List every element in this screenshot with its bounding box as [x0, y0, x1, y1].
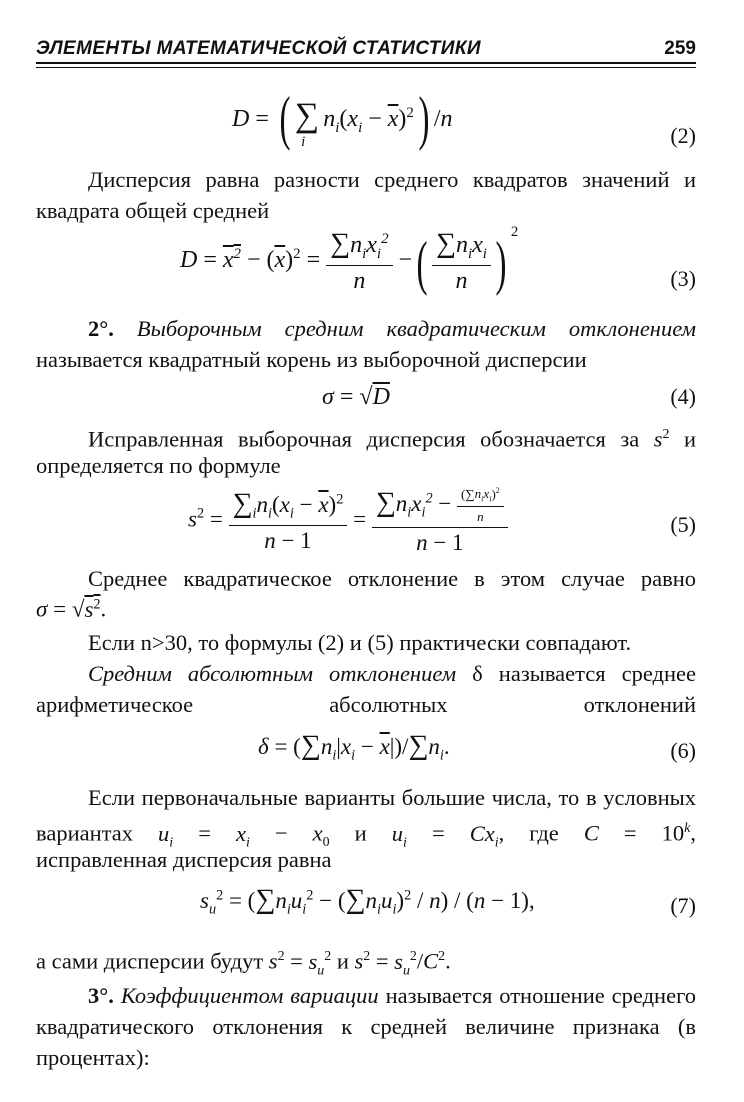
paragraph: Среднее квадратическое отклонение в этом случае равно [88, 566, 696, 591]
formula-5: $s^2$ = $\frac{\sum_in_i(x_i - \overline{x})^2}{n - 1}$ = $\sum n_ix_i^2$ − $\frac{(\sum n_ix_i)^2}{n}$ n − 1 [188, 486, 508, 556]
text: δ называется среднее арифметическое абсолютных отклонений [36, 661, 696, 717]
running-header [36, 36, 696, 64]
paragraph: называется квадратный корень из выборочной дисперсии [36, 347, 587, 372]
paragraph [36, 980, 696, 1073]
formula-3: $D = x^2 - (\overline{x})^2$ = $\frac{\sum n_ix_i^2}{n}$ −( $\frac{\sum n_ix_i}{n}$ ) $^2$ [180, 223, 519, 296]
paragraph [36, 313, 696, 344]
paragraph: определяется по формуле [36, 453, 281, 478]
paragraph: Исправленная выборочная дисперсия обозначается за $s^2$ и [88, 426, 696, 452]
paragraph: исправленная дисперсия равна [36, 847, 332, 872]
equation-number: (7) [670, 893, 696, 918]
text: Исправленная выборочная дисперсия обозначается за [88, 426, 640, 452]
formula-7: $s_u^2 = (\sum n_iu_i^2 - (\sum n_iu_i)^2 / n) / (n - 1)$, [200, 884, 535, 918]
paragraph: Дисперсия равна разности среднего квадратов значений и квадрата общей средней [36, 167, 696, 223]
paragraph: а сами дисперсии будут $s^2 = s_u^2$ и $s^2 = s_u^2/C^2$. [36, 948, 451, 978]
term: Выборочным средним квадратическим отклонением [136, 316, 696, 341]
formula-2: D = ( $\sum_in_i(x_i - \overline{x})^2$) /n [232, 85, 453, 151]
paragraph: Если n>30, то формулы (2) и (5) практически совпадают. [88, 630, 632, 655]
term: Средним абсолютным отклонением [88, 661, 457, 686]
formula-6: $\delta = (\sum n_i|x_i - \overline{x}|)/\sum n_i$. [258, 730, 450, 764]
header-rule [36, 62, 696, 64]
equation-number: (6) [670, 738, 696, 763]
paragraph [36, 658, 696, 720]
equation-number: (4) [670, 384, 696, 409]
equation-number: (5) [670, 512, 696, 537]
page-number: 259 [664, 38, 696, 59]
text: Если первоначальные варианты большие числа, то в условных вариантах [36, 785, 696, 846]
text: называется отношение среднего квадратического отклонения к средней величине признака (в процентах): [36, 983, 696, 1070]
formula-4: σ = √D [322, 384, 390, 410]
equation-number: (2) [670, 123, 696, 148]
section-label: 3°. [88, 983, 114, 1008]
header-title: ЭЛЕМЕНТЫ МАТЕМАТИЧЕСКОЙ СТАТИСТИКИ [36, 38, 481, 59]
paragraph: Если первоначальные варианты большие числа, то в условных вариантах $u_i = x_i - x_0$ и $u_i = Cx_i$, где $C = 10^k$, [36, 785, 696, 850]
header-rule-thin [36, 67, 696, 68]
equation-number: (3) [670, 266, 696, 291]
text: а сами дисперсии будут [36, 948, 264, 974]
formula-sigma: $\sigma = √s^2$. [36, 596, 107, 622]
term: Коэффициентом вариации [120, 983, 379, 1008]
section-label: 2°. [88, 316, 114, 341]
